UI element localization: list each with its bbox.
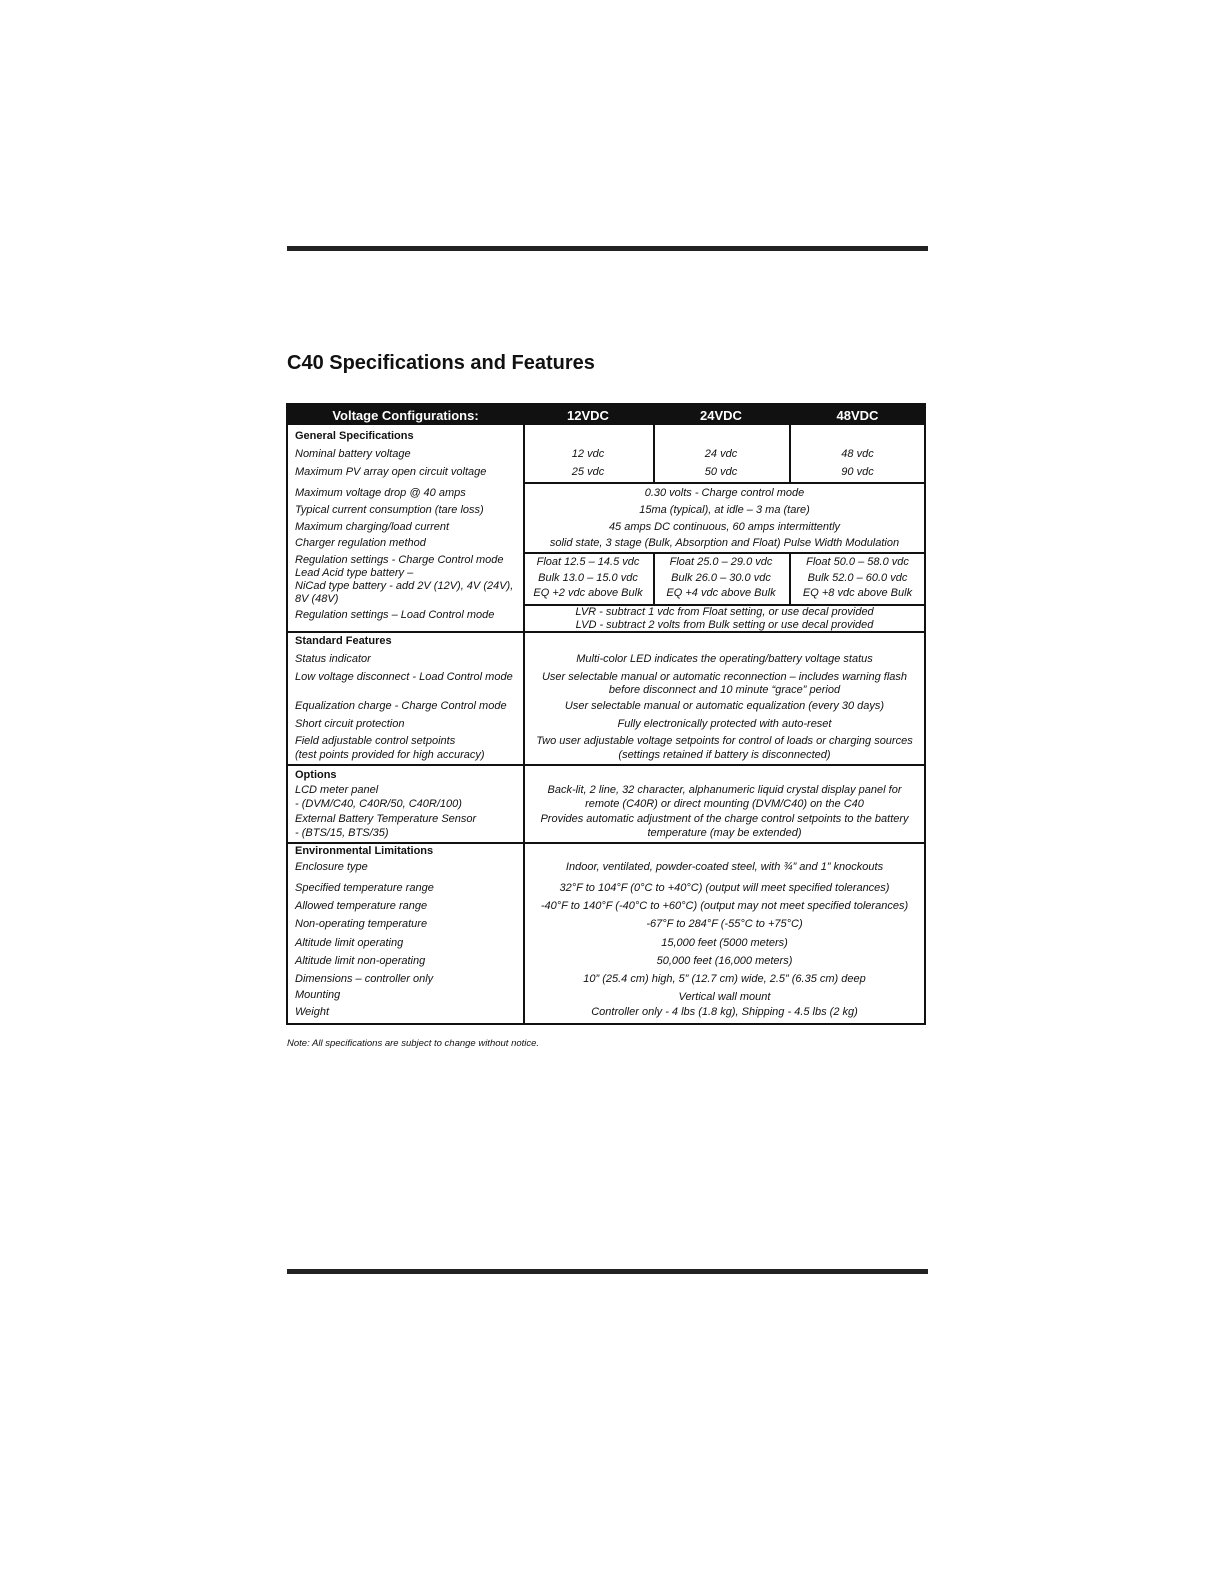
- reg-label: Regulation settings - Charge Control mode: [295, 554, 504, 566]
- reg-12v-eq: EQ +2 vdc above Bulk: [533, 587, 643, 599]
- pv-12v: 25 vdc: [571, 466, 605, 478]
- tare-value: 15ma (typical), at idle – 3 ma (tare): [639, 504, 810, 516]
- enclosure-value: Indoor, ventilated, powder-coated steel, with ¾” and 1” knockouts: [565, 861, 884, 873]
- pv-48v: 90 vdc: [841, 466, 874, 478]
- reg-48v-bulk: Bulk 52.0 – 60.0 vdc: [807, 572, 908, 584]
- reg-48v-eq: EQ +8 vdc above Bulk: [802, 587, 913, 599]
- short-label: Short circuit protection: [295, 718, 405, 730]
- field-label-2: (test points provided for high accuracy): [295, 749, 485, 761]
- nominal-24v: 24 vdc: [704, 448, 738, 460]
- dims-value: 10” (25.4 cm) high, 5” (12.7 cm) wide, 2.5” (6.35 cm) deep: [583, 973, 866, 985]
- lcd-value-1: Back-lit, 2 line, 32 character, alphanumeric liquid crystal display panel for: [547, 784, 902, 796]
- nominal-12v: 12 vdc: [571, 448, 605, 460]
- nonop-temp-value: -67°F to 284°F (-55°C to +75°C): [646, 918, 803, 930]
- top-rule: [287, 246, 928, 251]
- bts-label-1: External Battery Temperature Sensor: [295, 813, 477, 825]
- eq-value: User selectable manual or automatic equalization (every 30 days): [564, 700, 885, 712]
- pv-24v: 50 vdc: [704, 466, 738, 478]
- current-label: Maximum charging/load current: [295, 521, 450, 533]
- reg-24v-float: Float 25.0 – 29.0 vdc: [669, 556, 773, 568]
- allowed-temp-label: Allowed temperature range: [295, 900, 428, 912]
- alt-op-value: 15,000 feet (5000 meters): [661, 937, 788, 949]
- weight-value: Controller only - 4 lbs (1.8 kg), Shipping - 4.5 lbs (2 kg): [591, 1006, 858, 1018]
- header-col-24v: 24VDC: [653, 405, 789, 425]
- lvd-feature-label: Low voltage disconnect - Load Control mode: [295, 671, 513, 683]
- bts-label-2: - (BTS/15, BTS/35): [295, 827, 389, 839]
- spec-temp-value: 32°F to 104°F (0°C to +40°C) (output will meet specified tolerances): [559, 882, 890, 894]
- reg-24v-eq: EQ +4 vdc above Bulk: [666, 587, 776, 599]
- bts-value-1: Provides automatic adjustment of the charge control setpoints to the battery: [540, 813, 909, 825]
- spec-table: [286, 403, 926, 1025]
- section-divider: [288, 842, 926, 844]
- bts-value-2: temperature (may be extended): [647, 827, 802, 839]
- lvr-value: LVR - subtract 1 vdc from Float setting, or use decal provided: [575, 606, 874, 618]
- reg-48v-float: Float 50.0 – 58.0 vdc: [806, 556, 909, 568]
- general-heading: General Specifications: [295, 430, 414, 442]
- nominal-48v: 48 vdc: [841, 448, 874, 460]
- reg-12v-bulk: Bulk 13.0 – 15.0 vdc: [538, 572, 638, 584]
- header-col-48v: 48VDC: [789, 405, 926, 425]
- weight-label: Weight: [295, 1006, 330, 1018]
- lvd-feature-value-2: before disconnect and 10 minute “grace” period: [608, 684, 841, 696]
- load-reg-label: Regulation settings – Load Control mode: [295, 609, 495, 621]
- status-label: Status indicator: [295, 653, 371, 665]
- short-value: Fully electronically protected with auto-reset: [617, 718, 832, 730]
- lcd-label-2: - (DVM/C40, C40R/50, C40R/100): [295, 798, 462, 810]
- spec-temp-label: Specified temperature range: [295, 882, 434, 894]
- header-col-12v: 12VDC: [523, 405, 653, 425]
- alt-nonop-label: Altitude limit non-operating: [295, 955, 426, 967]
- current-value: 45 amps DC continuous, 60 amps intermittently: [608, 521, 841, 533]
- standard-heading: Standard Features: [295, 635, 392, 647]
- status-value: Multi-color LED indicates the operating/battery voltage status: [576, 653, 873, 665]
- page-title: C40 Specifications and Features: [287, 352, 595, 374]
- allowed-temp-value: -40°F to 140°F (-40°C to +60°C) (output may not meet specified tolerances): [540, 900, 909, 912]
- reg-12v-float: Float 12.5 – 14.5 vdc: [536, 556, 640, 568]
- enclosure-label: Enclosure type: [295, 861, 368, 873]
- section-divider: [288, 764, 926, 766]
- lvd-feature-value-1: User selectable manual or automatic reconnection – includes warning flash: [541, 671, 908, 683]
- alt-nonop-value: 50,000 feet (16,000 meters): [656, 955, 793, 967]
- environmental-heading: Environmental Limitations: [295, 845, 434, 857]
- nominal-label: Nominal battery voltage: [295, 448, 411, 460]
- bottom-rule: [287, 1269, 928, 1274]
- mounting-label: Mounting: [295, 989, 341, 1001]
- eq-label: Equalization charge - Charge Control mode: [295, 700, 507, 712]
- header-label: Voltage Configurations:: [288, 405, 523, 425]
- method-label: Charger regulation method: [295, 537, 426, 549]
- row-divider: [523, 482, 926, 484]
- alt-op-label: Altitude limit operating: [295, 937, 404, 949]
- method-value: solid state, 3 stage (Bulk, Absorption and Float) Pulse Width Modulation: [549, 537, 900, 549]
- lcd-value-2: remote (C40R) or direct mounting (DVM/C40) on the C40: [585, 798, 864, 810]
- nonop-temp-label: Non-operating temperature: [295, 918, 428, 930]
- dims-label: Dimensions – controller only: [295, 973, 434, 985]
- drop-value: 0.30 volts - Charge control mode: [644, 487, 805, 499]
- lvd-value: LVD - subtract 2 volts from Bulk setting or use decal provided: [575, 619, 874, 631]
- lcd-label-1: LCD meter panel: [295, 784, 379, 796]
- reg-24v-bulk: Bulk 26.0 – 30.0 vdc: [671, 572, 771, 584]
- tare-label: Typical current consumption (tare loss): [295, 504, 484, 516]
- nicad-label: NiCad type battery - add 2V (12V), 4V (24V), 8V (48V): [295, 580, 514, 605]
- pv-label: Maximum PV array open circuit voltage: [295, 466, 487, 478]
- field-label-1: Field adjustable control setpoints: [295, 735, 456, 747]
- drop-label: Maximum voltage drop @ 40 amps: [295, 487, 466, 499]
- row-divider: [523, 552, 926, 554]
- footnote: Note: All specifications are subject to change without notice.: [287, 1038, 540, 1049]
- mounting-value: Vertical wall mount: [678, 991, 771, 1003]
- field-value-1: Two user adjustable voltage setpoints for control of loads or charging sources: [536, 735, 913, 747]
- options-heading: Options: [295, 769, 337, 781]
- lead-acid-label: Lead Acid type battery –: [295, 567, 414, 579]
- field-value-2: (settings retained if battery is disconnected): [618, 749, 831, 761]
